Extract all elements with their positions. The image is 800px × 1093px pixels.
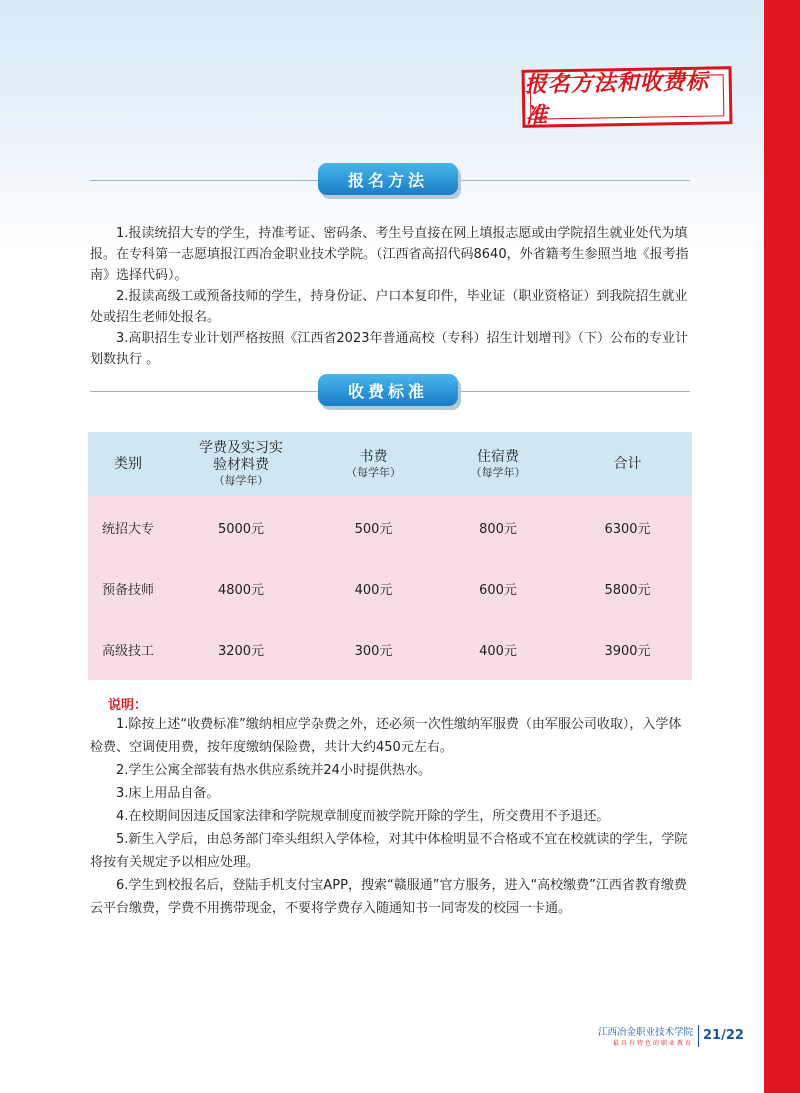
row-total: 6300元: [604, 521, 651, 537]
footer-slogan: 最具有特色的职业教育: [612, 1040, 693, 1047]
section1-body: [90, 223, 692, 370]
header-total: [563, 432, 692, 496]
row-total: 5800元: [604, 583, 651, 598]
header-books-sub: （每学年）: [346, 465, 401, 479]
page-number: 21/22: [703, 1028, 744, 1043]
row-category: 预备技师: [101, 583, 154, 598]
section2-title: 收费标准: [318, 374, 458, 406]
header-books: [314, 432, 433, 496]
header-category: [88, 432, 168, 496]
row-category: 统招大专: [101, 521, 154, 537]
fee-table-header-row: [88, 432, 692, 496]
note-item-4: 4.在校期间因违反国家法律和学院规章制度而被学院开除的学生，所交费用不予退还。: [116, 809, 610, 824]
table-row: [88, 496, 692, 558]
page-footer: [585, 1022, 744, 1052]
table-row: [88, 619, 692, 680]
section1-paragraph-1: 1.报读统招大专的学生，持准考证、密码条、考生号直接在网上填报志愿或由学院招生就业处代为填报。在专科第一志愿填报江西冶金职业技术学院。（江西省高招代码8640，外省籍考生参照当地《报考指南》选择代码）。: [90, 226, 689, 283]
note-item-5: 5.新生入学后，由总务部门牵头组织入学体检，对其中体检明显不合格或不宜在校就读的学生，学院将按有关规定予以相应处理。: [90, 832, 688, 870]
note-item-6: 6.学生到校报名后，登陆手机支付宝APP，搜索“赣服通”官方服务，进入“高校缴费”江西省教育缴费云平台缴费，学费不用携带现金，不要将学费存入随通知书一同寄发的校园一卡通。: [90, 878, 687, 916]
row-dorm: 600元: [479, 583, 517, 598]
note-item-2: 2.学生公寓全部装有热水供应系统并24小时提供热水。: [116, 763, 431, 778]
footer-school-name: 江西冶金职业技术学院: [597, 1027, 693, 1038]
row-books: 300元: [354, 644, 393, 659]
row-total: 3900元: [604, 644, 651, 659]
header-dorm-label: 住宿费: [477, 448, 519, 465]
table-row: [88, 558, 692, 619]
header-books-label: 书费: [359, 448, 388, 465]
header-tuition: [168, 432, 314, 496]
note-item-1: 1.除按上述“收费标准”缴纳相应学杂费之外，还必须一次性缴纳军服费（由军服公司收取），入学体检费、空调使用费，按年度缴纳保险费，共计大约450元左右。: [90, 717, 682, 755]
header-tuition-sub: （每学年）: [213, 474, 269, 487]
fee-table: [88, 432, 692, 680]
row-books: 500元: [354, 521, 393, 537]
right-edge-red-bar: [764, 0, 800, 1093]
row-tuition: 4800元: [217, 583, 265, 598]
row-dorm: 400元: [479, 644, 517, 659]
note-item-3: 3.床上用品自备。: [116, 786, 220, 801]
header-dorm-sub: （每学年）: [470, 465, 526, 479]
header-tuition-label: 学费及实习实验材料费: [199, 440, 283, 473]
row-dorm: 800元: [479, 521, 517, 537]
row-tuition: 3200元: [217, 644, 265, 659]
section1-paragraph-2: 2.报读高级工或预备技师的学生，持身份证、户口本复印件，毕业证（职业资格证）到我院招生就业处或招生老师处报名。: [90, 289, 688, 325]
header-total-label: 合计: [613, 455, 642, 472]
section1-title: 报名方法: [318, 163, 458, 195]
section1-paragraph-3: 3.高职招生专业计划严格按照《江西省2023年普通高校（专科）招生计划增刊》（下）公布的专业计划数执行 。: [90, 331, 688, 367]
footer-divider: [698, 1025, 699, 1047]
section-stamp-title: 报名方法和收费标准: [522, 66, 733, 128]
header-dorm: [433, 432, 563, 496]
row-books: 400元: [354, 583, 393, 598]
notes-title: 说明：: [108, 698, 148, 713]
notes-body: [90, 713, 694, 920]
row-category: 高级技工: [101, 644, 154, 659]
row-tuition: 5000元: [217, 521, 265, 537]
header-category-label: 类别: [114, 455, 142, 472]
